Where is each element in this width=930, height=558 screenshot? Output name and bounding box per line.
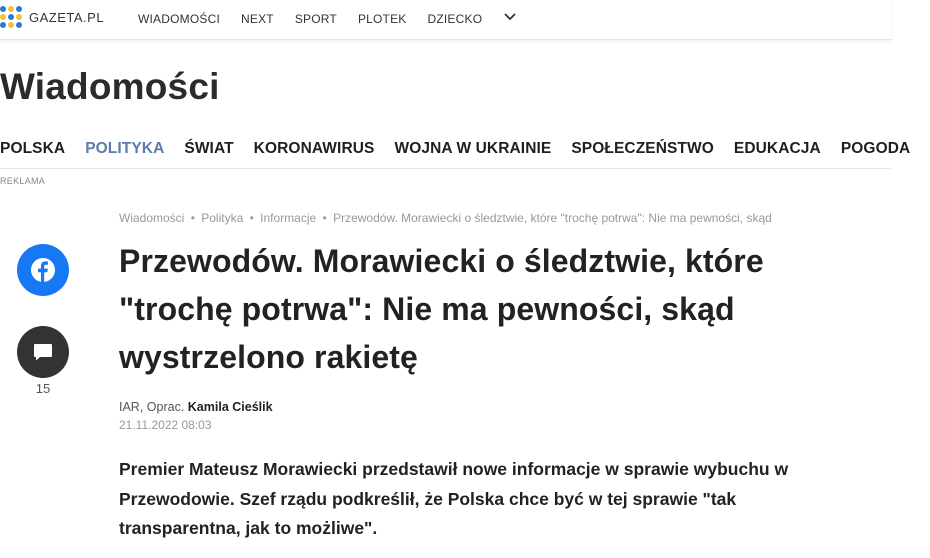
gazeta-logo[interactable] (0, 6, 104, 28)
breadcrumb-item-wiadomosci[interactable]: Wiadomości (119, 211, 185, 225)
author-name[interactable]: Kamila Cieślik (187, 400, 273, 414)
top-bar (0, 0, 891, 40)
breadcrumb-separator: • (322, 211, 327, 225)
ad-label: REKLAMA (0, 176, 46, 186)
facebook-share-button[interactable] (17, 244, 69, 296)
logo-text: GAZETA.PL (29, 9, 105, 25)
article-lead: Premier Mateusz Morawiecki przedstawił nowe informacje w sprawie wybuchu w Przewodowie. Szef rządu podkreślił, że Polska chce być w tej sprawie "tak transparentna, jak to możliwe". (119, 459, 789, 538)
logo-dots-icon (0, 6, 22, 28)
byline (119, 400, 273, 414)
topnav-item-dziecko[interactable]: DZIECKO (427, 12, 483, 26)
catnav-item-edukacja[interactable]: EDUKACJA (733, 140, 821, 157)
catnav-item-swiat[interactable]: ŚWIAT (184, 140, 234, 157)
catnav-item-wojna-w-ukrainie[interactable]: WOJNA W UKRAINIE (394, 140, 552, 157)
catnav-item-koronawirus[interactable]: KORONAWIRUS (253, 140, 375, 157)
topnav-item-sport[interactable]: SPORT (294, 12, 337, 26)
breadcrumb-current: Przewodów. Morawiecki o śledztwie, które "trochę potrwa": Nie ma pewności, skąd (333, 211, 772, 225)
publish-date: 21.11.2022 08:03 (119, 418, 212, 432)
catnav-item-polska[interactable]: POLSKA (0, 140, 66, 157)
top-nav (138, 12, 517, 26)
breadcrumb-separator: • (249, 211, 254, 225)
catnav-item-pogoda[interactable]: POGODA (840, 140, 911, 157)
comment-count: 15 (35, 381, 51, 396)
category-nav (0, 140, 930, 158)
catnav-divider (0, 168, 891, 169)
article-headline: Przewodów. Morawiecki o śledztwie, które "trochę potrwa": Nie ma pewności, skąd wystrzelono rakietę (119, 243, 764, 375)
breadcrumb-item-polityka[interactable]: Polityka (201, 211, 244, 225)
topnav-item-wiadomosci[interactable]: WIADOMOŚCI (138, 12, 220, 26)
breadcrumb (119, 211, 772, 225)
breadcrumb-item-informacje[interactable]: Informacje (260, 211, 317, 225)
catnav-item-polityka[interactable]: POLITYKA (85, 140, 165, 157)
comment-icon (32, 341, 54, 363)
catnav-item-spoleczenstwo[interactable]: SPOŁECZEŃSTWO (571, 140, 714, 157)
comments-button[interactable] (17, 326, 69, 378)
chevron-down-icon[interactable] (503, 10, 517, 24)
section-title[interactable]: Wiadomości (0, 66, 220, 107)
facebook-icon (30, 257, 56, 283)
topnav-item-plotek[interactable]: PLOTEK (357, 12, 407, 26)
topnav-item-next[interactable]: NEXT (241, 12, 274, 26)
breadcrumb-separator: • (190, 211, 195, 225)
byline-prefix: IAR, Oprac. (119, 400, 185, 414)
